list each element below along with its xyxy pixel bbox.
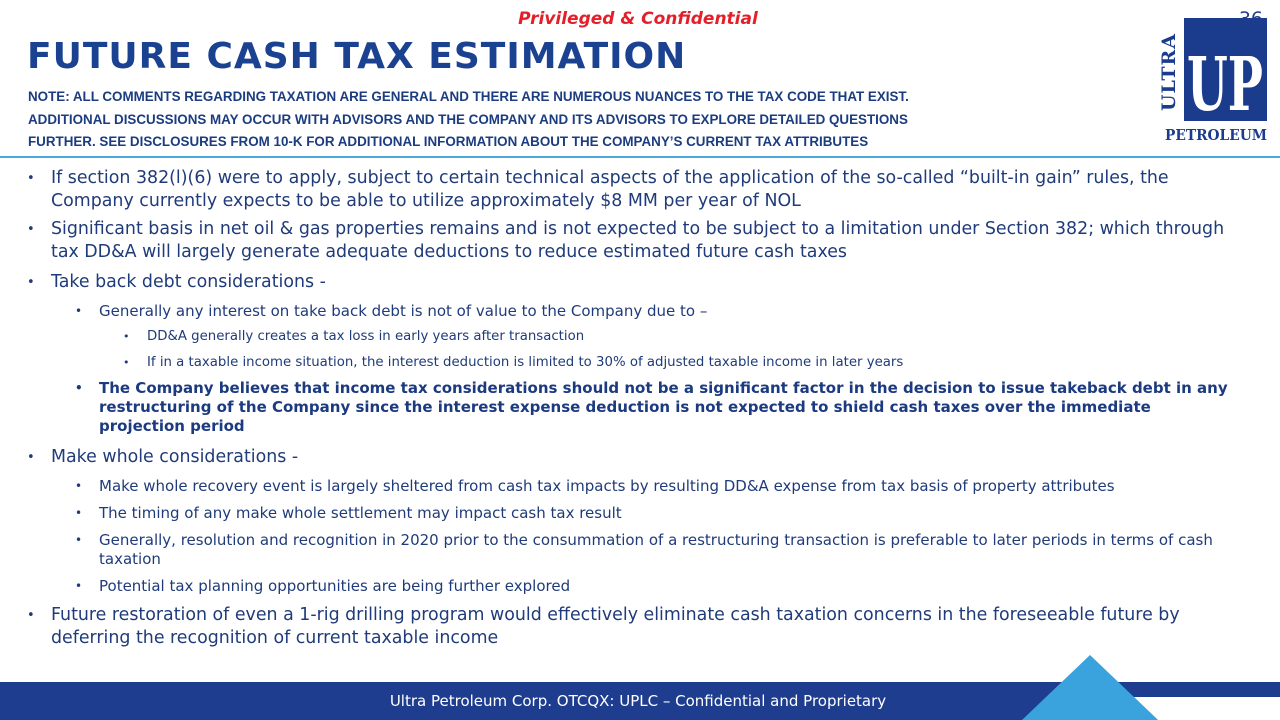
bullet-glyph: • xyxy=(75,533,83,547)
header-divider xyxy=(0,156,1280,158)
list-item xyxy=(75,477,1245,496)
list-item xyxy=(123,354,1243,372)
list-item xyxy=(75,302,1245,321)
footer-triangle-decoration xyxy=(1022,655,1280,720)
list-item xyxy=(75,504,1245,523)
bullet-text: DD&A generally creates a tax loss in early years after transaction xyxy=(147,329,585,344)
bullet-text: If in a taxable income situation, the interest deduction is limited to 30% of adjusted taxable income in later years xyxy=(147,355,904,370)
bullet-glyph: • xyxy=(75,479,83,493)
list-item xyxy=(75,577,1245,596)
bullet-glyph: • xyxy=(27,608,35,623)
bullet-glyph: • xyxy=(75,381,83,395)
bullet-text: Take back debt considerations - xyxy=(51,272,326,292)
list-item xyxy=(27,271,1247,294)
bullet-text: Make whole recovery event is largely sheltered from cash tax impacts by resulting DD&A expense from tax basis of property attributes xyxy=(99,477,1115,495)
bullet-text: Future restoration of even a 1-rig drilling program would effectively eliminate cash taxation concerns in the foreseeable future by deferring the recognition of current taxable income xyxy=(51,605,1180,648)
bullet-text: The Company believes that income tax considerations should not be a significant factor in the decision to issue takeback debt in any restructuring of the Company since the interest expense deduction is not expected to shield cash taxes over the immediate projection period xyxy=(99,379,1228,435)
bullet-glyph: • xyxy=(27,275,35,290)
bullet-glyph: • xyxy=(75,579,83,593)
note-line: ADDITIONAL DISCUSSIONS MAY OCCUR WITH ADVISORS AND THE COMPANY AND ITS ADVISORS TO EXPLORE DETAILED QUESTIONS xyxy=(28,111,908,127)
bullet-text: Generally, resolution and recognition in 2020 prior to the consummation of a restructuring transaction is preferable to later periods in terms of cash taxation xyxy=(99,531,1213,568)
bullet-glyph: • xyxy=(27,171,35,186)
note-line: NOTE: ALL COMMENTS REGARDING TAXATION ARE GENERAL AND THERE ARE NUMEROUS NUANCES TO THE TAX CODE THAT EXIST. xyxy=(28,89,909,104)
footer-text: Ultra Petroleum Corp. OTCQX: UPLC – Confidential and Proprietary xyxy=(389,692,887,710)
tax-disclaimer-note xyxy=(28,86,1138,154)
bullet-text: If section 382(l)(6) were to apply, subject to certain technical aspects of the application of the so-called “built-in gain” rules, the Company currently expects to be able to utilize approximately $8 MM per year of NOL xyxy=(51,168,1169,211)
list-item xyxy=(123,328,1243,346)
list-item xyxy=(27,167,1247,213)
bullet-glyph: • xyxy=(27,222,35,237)
privileged-confidential-label: Privileged & Confidential xyxy=(518,9,758,29)
list-item xyxy=(75,379,1235,436)
bullet-glyph: • xyxy=(75,506,83,520)
bullet-text: Potential tax planning opportunities are being further explored xyxy=(99,577,571,595)
bullet-glyph: • xyxy=(75,304,83,318)
bullet-text: Make whole considerations - xyxy=(51,447,299,467)
logo-up-letters: UP xyxy=(1187,42,1263,128)
bullet-text: Generally any interest on take back debt is not of value to the Company due to – xyxy=(99,302,708,320)
list-item xyxy=(27,218,1247,264)
note-line: FURTHER. SEE DISCLOSURES FROM 10-K FOR ADDITIONAL INFORMATION ABOUT THE COMPANY’S CURRENT TAX ATTRIBUTES xyxy=(28,134,869,149)
page-title: FUTURE CASH TAX ESTIMATION xyxy=(27,36,687,77)
ultra-petroleum-logo xyxy=(1158,17,1268,145)
list-item xyxy=(27,604,1247,650)
list-item xyxy=(27,446,1247,469)
logo-ultra-text: ULTRA xyxy=(1158,32,1180,112)
logo-petroleum-text: PETROLEUM xyxy=(1165,126,1267,144)
bullet-glyph: • xyxy=(123,356,130,369)
bullet-text: The timing of any make whole settlement may impact cash tax result xyxy=(99,504,622,522)
bullet-glyph: • xyxy=(123,330,130,343)
bullet-glyph: • xyxy=(27,450,35,465)
page-number: 36 xyxy=(1238,8,1263,30)
bullet-text: Significant basis in net oil & gas properties remains and is not expected to be subject to a limitation under Section 382; which through tax DD&A will largely generate adequate deductions to reduce estimated future cash taxes xyxy=(51,219,1225,262)
list-item xyxy=(75,531,1235,569)
